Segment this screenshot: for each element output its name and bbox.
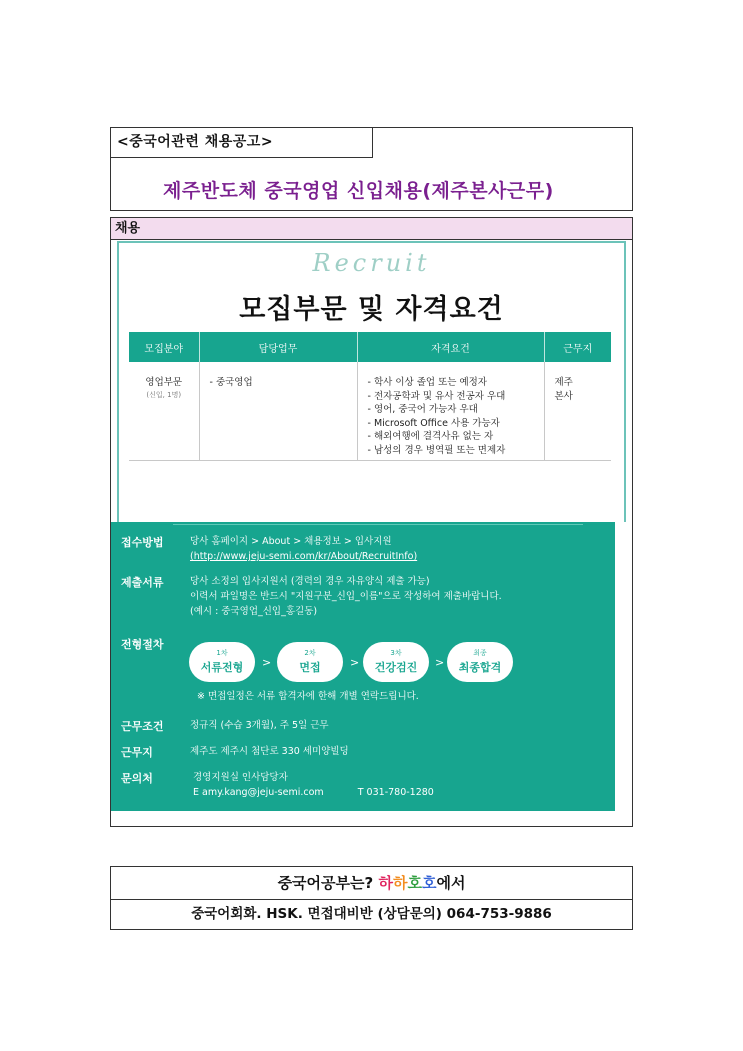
documents-label: 제출서류 xyxy=(121,576,164,589)
contact-label: 문의처 xyxy=(121,772,153,785)
documents-line: 당사 소정의 입사지원서 (경력의 경우 자유양식 제출 가능) xyxy=(190,576,430,587)
documents-text xyxy=(190,574,502,619)
qualification-item: - Microsoft Office 사용 가능자 xyxy=(367,417,500,429)
step-name: 건강검진 xyxy=(374,661,418,674)
recruit-heading: 모집부문 및 자격요건 xyxy=(239,294,504,325)
qualification-item: - 남성의 경우 병역필 또는 면제자 xyxy=(367,444,506,456)
step-final-pass xyxy=(447,642,513,682)
process-note: ※ 면접일정은 서류 합격자에 한해 개별 연락드립니다. xyxy=(197,691,419,702)
contact-phone[interactable]: T 031-780-1280 xyxy=(357,787,434,798)
footer-suffix: 에서 xyxy=(436,874,466,892)
step-document-screening xyxy=(189,642,255,682)
location-label: 근무지 xyxy=(121,746,153,759)
step-name: 면접 xyxy=(299,661,321,674)
workplace-line: 본사 xyxy=(554,390,573,402)
footer-contact-line: 중국어회화. HSK. 면접대비반 (상담문의) 064-753-9886 xyxy=(191,906,552,922)
header-workplace: 근무지 xyxy=(544,332,611,362)
posting-title: 제주반도체 중국영업 신입채용(제주본사근무) xyxy=(163,180,554,202)
field-name: 영업부문 xyxy=(145,377,183,388)
chevron-right-icon: > xyxy=(435,656,445,669)
location-text: 제주도 제주시 첨단로 330 세미양빌딩 xyxy=(190,746,349,757)
field-cell xyxy=(129,362,199,460)
header-field: 모집분야 xyxy=(129,332,199,362)
contact-email[interactable]: E amy.kang@jeju-semi.com xyxy=(193,787,324,798)
brand-char: 하 xyxy=(378,874,393,892)
divider xyxy=(173,524,583,525)
apply-text xyxy=(190,534,417,564)
brand-char: 호 xyxy=(421,874,437,892)
apply-path: 당사 홈페이지 > About > 채용정보 > 입사지원 xyxy=(190,536,392,547)
conditions-text: 정규직 (수습 3개월), 주 5일 근무 xyxy=(190,720,329,731)
documents-line: (예시 : 중국영업_신입_홍길동) xyxy=(190,606,318,617)
recruit-script-title: Recruit xyxy=(312,249,431,277)
brand-name xyxy=(378,874,436,892)
footer-box xyxy=(110,866,633,930)
workplace-cell xyxy=(544,362,611,460)
step-interview xyxy=(277,642,343,682)
contact-department: 경영지원실 인사담당자 xyxy=(193,772,288,783)
header-duty: 담당업무 xyxy=(199,332,357,362)
application-info-panel xyxy=(111,522,615,811)
posting-category-tag: <중국어관련 채용공고> xyxy=(111,128,373,158)
section-label: 채용 xyxy=(111,218,632,240)
qualification-item: - 전자공학과 및 유사 전공자 우대 xyxy=(367,390,506,402)
table-row xyxy=(129,362,611,460)
recruitment-box xyxy=(110,217,633,827)
qualifications-cell xyxy=(357,362,544,460)
step-number: 최종 xyxy=(473,649,487,657)
brand-char: 호 xyxy=(407,874,422,892)
job-requirements-table xyxy=(129,332,611,461)
contact-details xyxy=(193,785,434,800)
header-box xyxy=(110,127,633,211)
step-health-check xyxy=(363,642,429,682)
documents-line: 이력서 파일명은 반드시 "지원구분_신입_이름"으로 작성하여 제출바랍니다. xyxy=(190,591,502,602)
footer-question: 중국어공부는? xyxy=(277,874,374,892)
footer-question-line xyxy=(111,867,632,900)
workplace-line: 제주 xyxy=(554,377,573,388)
chevron-right-icon: > xyxy=(262,656,272,669)
field-sub: (신입, 1명) xyxy=(146,390,182,399)
step-number: 2차 xyxy=(304,649,316,657)
qualification-item: - 영어, 중국어 가능자 우대 xyxy=(367,404,478,415)
chevron-right-icon: > xyxy=(350,656,360,669)
apply-label: 접수방법 xyxy=(121,536,164,549)
step-number: 3차 xyxy=(390,649,402,657)
step-number: 1차 xyxy=(216,649,228,657)
qualification-item: - 학사 이상 졸업 또는 예정자 xyxy=(367,377,487,388)
apply-url-link[interactable]: (http://www.jeju-semi.com/kr/About/RecruitInfo) xyxy=(190,551,418,562)
brand-char: 하 xyxy=(392,874,408,892)
recruit-panel xyxy=(117,241,626,522)
duty-cell: - 중국영업 xyxy=(199,362,357,460)
contact-text xyxy=(193,770,434,800)
qualification-item: - 해외여행에 결격사유 없는 자 xyxy=(367,431,494,442)
header-qualifications: 자격요건 xyxy=(357,332,544,362)
conditions-label: 근무조건 xyxy=(121,720,164,733)
table-header-row xyxy=(129,332,611,362)
process-label: 전형절차 xyxy=(121,638,164,651)
step-name: 서류전형 xyxy=(200,661,244,674)
step-name: 최종합격 xyxy=(458,661,502,674)
